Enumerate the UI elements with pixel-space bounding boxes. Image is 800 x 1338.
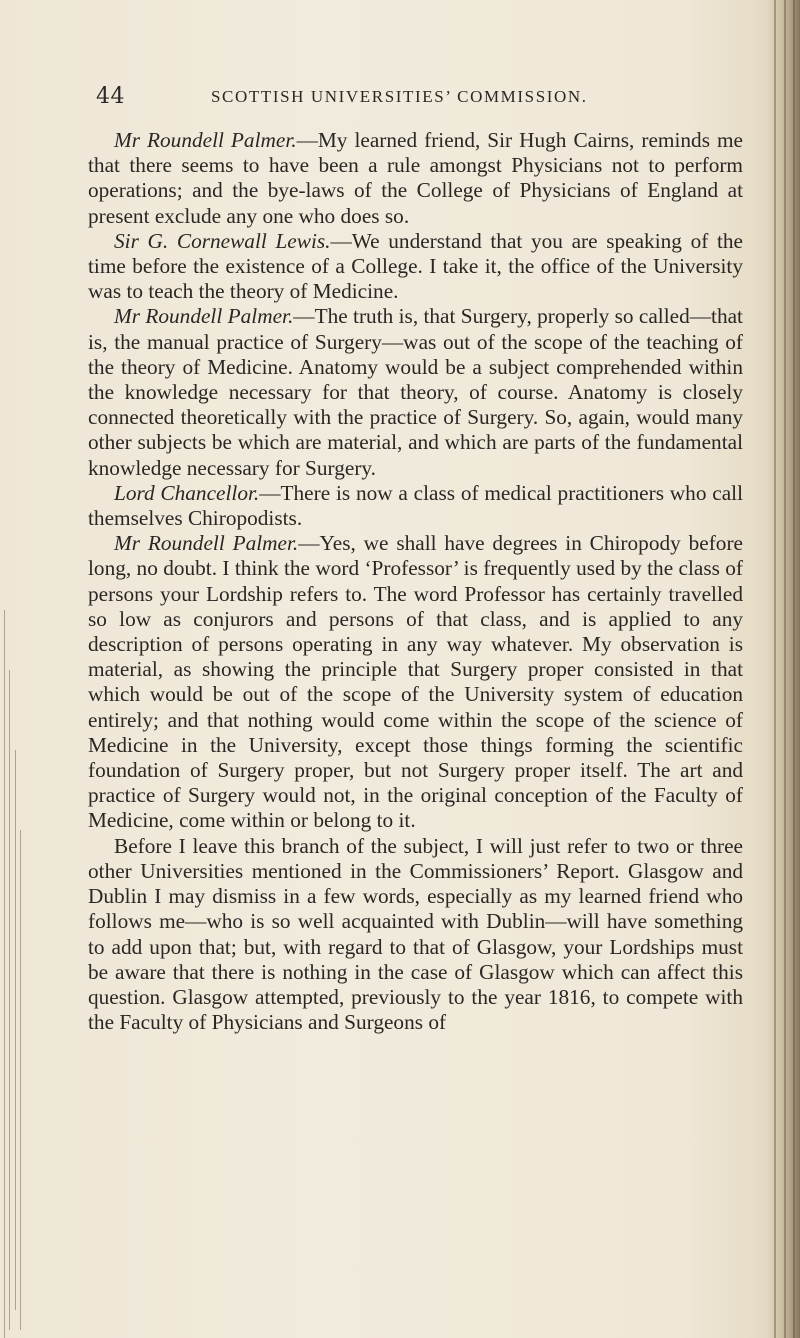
paragraph-text: —There is now a class of medical practitioners who call themselves Chiropodists. — [88, 480, 743, 531]
paragraph — [88, 229, 743, 305]
paragraph-text: —My learned friend, Sir Hugh Cairns, reminds me that there seems to have been a rule amongst Physicians not to perform operations; and the bye-laws of the College of Physicians of England at present exclude any one who does so. — [88, 128, 743, 228]
left-margin-marks — [0, 610, 26, 1338]
paragraph — [88, 531, 743, 833]
paragraph-text: Before I leave this branch of the subject, I will just refer to two or three other Universities mentioned in the Commissioners’ Report. Glasgow and Dublin I may dismiss in a few words, especially as my learned friend who follows me—who is so well acquainted with Dublin—will have something to add upon that; but, with regard to that of Glasgow, your Lordships must be aware that there is nothing in the case of Glasgow which can affect this question. Glasgow attempted, previously to the year 1816, to compete with the Faculty of Physicians and Surgeons of — [88, 833, 743, 1035]
running-head — [96, 84, 736, 114]
speaker-name: Sir G. Cornewall Lewis. — [114, 228, 331, 253]
paragraph — [88, 128, 743, 229]
paragraph-text: —The truth is, that Surgery, properly so called—that is, the manual practice of Surgery—was out of the scope of the teaching of the theory of Medicine. Anatomy would be a subject comprehended within the knowledge necessary for that theory, of course. Anatomy is closely connected theoretically with the practice of Surgery. So, again, would many other subjects be which are material, and which are parts of the fundamental knowledge necessary for Surgery. — [88, 304, 743, 480]
speaker-name: Mr Roundell Palmer. — [114, 304, 294, 329]
paragraph — [88, 304, 743, 480]
speaker-name: Mr Roundell Palmer. — [114, 531, 299, 556]
page-binding-edge — [766, 0, 800, 1338]
page-number: 44 — [96, 84, 125, 109]
body-text — [88, 128, 743, 1035]
speaker-name: Mr Roundell Palmer. — [114, 128, 297, 152]
speaker-name: Lord Chancellor. — [114, 480, 260, 505]
paragraph-text: —We understand that you are speaking of the time before the existence of a College. I take it, the office of the University was to teach the theory of Medicine. — [88, 228, 743, 304]
paragraph — [88, 481, 743, 531]
running-title: SCOTTISH UNIVERSITIES’ COMMISSION. — [211, 87, 588, 106]
paragraph — [88, 834, 743, 1036]
paragraph-text: —Yes, we shall have degrees in Chiropody before long, no doubt. I think the word ‘Professor’ is frequently used by the class of persons your Lordship refers to. The word Professor has certainly travelled so low as conjurors and persons of that class, and is applied to any description of persons operating in any way whatever. My observation is material, as showing the principle that Surgery proper consisted in that which would be out of the scope of the University system of education entirely; and that nothing would come within the scope of the science of Medicine in the University, except those things forming the scientific foundation of Surgery proper, but not Surgery proper itself. The art and practice of Surgery would not, in the original conception of the Faculty of Medicine, come within or belong to it. — [88, 531, 743, 833]
